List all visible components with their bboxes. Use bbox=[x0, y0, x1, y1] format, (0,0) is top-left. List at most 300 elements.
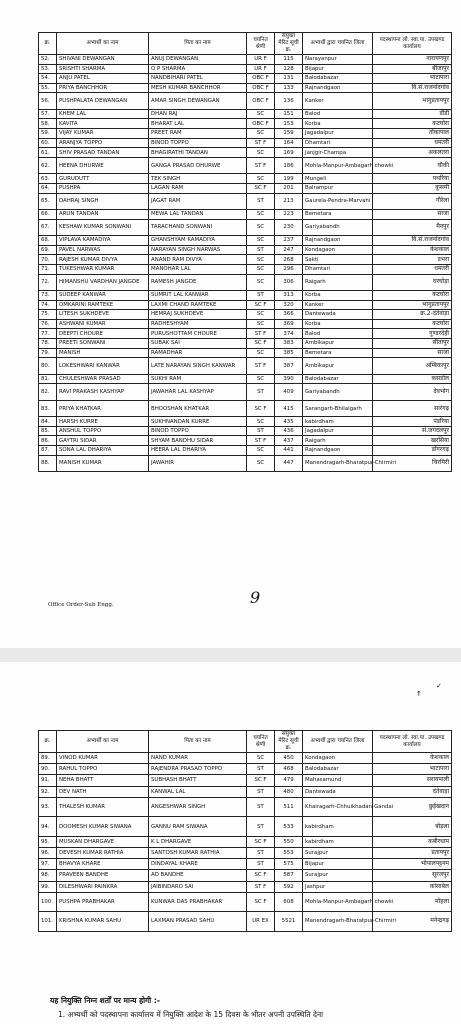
posting-office-cell: साजा bbox=[373, 348, 452, 358]
serial-cell: 97. bbox=[39, 859, 57, 870]
table-header-row bbox=[39, 33, 452, 55]
candidate-name-cell: DEVESH KUMAR RATHIA bbox=[57, 847, 149, 858]
serial-cell: 62. bbox=[39, 157, 57, 174]
candidate-name-cell: GURUDUTT bbox=[57, 174, 149, 184]
merit-rank-cell: 186 bbox=[275, 157, 303, 174]
father-name-cell: NARAYAN SINGH NARWAS bbox=[149, 245, 247, 255]
table-row bbox=[39, 291, 452, 301]
table-row bbox=[39, 870, 452, 881]
posting-office-cell: भोपालपट्टनम bbox=[373, 859, 452, 870]
category-cell: UR F bbox=[247, 55, 275, 65]
table-row bbox=[39, 255, 452, 265]
candidate-name-cell: PRIYA BANCHHOR bbox=[57, 83, 149, 93]
candidate-name-cell: RAHUL TOPPO bbox=[57, 764, 149, 775]
table-row bbox=[39, 817, 452, 837]
category-cell: UR EX bbox=[247, 912, 275, 932]
header-category: चयनित श्रेणी bbox=[247, 33, 275, 55]
candidate-name-cell: RAVI PRAKASH KASHYAP bbox=[57, 384, 149, 401]
candidate-name-cell: MANISH KUMAR bbox=[57, 455, 149, 472]
serial-cell: 87. bbox=[39, 446, 57, 456]
serial-cell: 100. bbox=[39, 892, 57, 912]
posting-office-cell: मोहला bbox=[373, 892, 452, 912]
category-cell: ST bbox=[247, 847, 275, 858]
posting-office-cell: गौरेला bbox=[373, 193, 452, 210]
serial-cell: 81. bbox=[39, 374, 57, 384]
table-row bbox=[39, 847, 452, 858]
posting-office-cell: चौकी bbox=[373, 157, 452, 174]
merit-rank-cell: 151 bbox=[275, 109, 303, 119]
category-cell: UR F bbox=[247, 64, 275, 74]
posting-office-cell: मनेन्द्रगढ़ bbox=[373, 912, 452, 932]
posting-office-cell: सारंगढ़ bbox=[373, 400, 452, 417]
table-row bbox=[39, 219, 452, 236]
table-row bbox=[39, 775, 452, 786]
merit-rank-cell: 223 bbox=[275, 210, 303, 220]
father-name-cell: SUKHNANDAN KURRE bbox=[149, 417, 247, 427]
merit-rank-cell: 533 bbox=[275, 817, 303, 837]
district-cell: Dhamtari bbox=[303, 264, 373, 274]
posting-office-cell: घरघोड़ा bbox=[373, 274, 452, 291]
merit-rank-cell: 230 bbox=[275, 219, 303, 236]
posting-office-cell: दंतेवाड़ा bbox=[373, 786, 452, 797]
serial-cell: 92. bbox=[39, 786, 57, 797]
merit-rank-cell: 441 bbox=[275, 446, 303, 456]
serial-cell: 98. bbox=[39, 870, 57, 881]
table-row bbox=[39, 310, 452, 320]
header-posting-office: पदस्थापना लो. स्वा.या. उपखण्ड कार्यालय bbox=[373, 33, 452, 55]
merit-rank-cell: 136 bbox=[275, 93, 303, 110]
merit-rank-cell: 313 bbox=[275, 291, 303, 301]
table-row bbox=[39, 786, 452, 797]
table-row bbox=[39, 436, 452, 446]
merit-rank-cell: 247 bbox=[275, 245, 303, 255]
serial-cell: 53. bbox=[39, 64, 57, 74]
father-name-cell: HEMRAJ SUKHDEVE bbox=[149, 310, 247, 320]
merit-rank-cell: 201 bbox=[275, 183, 303, 193]
father-name-cell: RAJENDRA PRASAD TOPPO bbox=[149, 764, 247, 775]
candidate-name-cell: MANISH bbox=[57, 348, 149, 358]
father-name-cell: O P SHARMA bbox=[149, 64, 247, 74]
district-cell: Jagadalpur bbox=[303, 426, 373, 436]
serial-cell: 95. bbox=[39, 836, 57, 847]
father-name-cell: NANDBIHARI PATEL bbox=[149, 74, 247, 84]
serial-cell: 59. bbox=[39, 129, 57, 139]
merit-rank-cell: 5521 bbox=[275, 912, 303, 932]
posting-office-cell: कबीरधाम bbox=[373, 836, 452, 847]
posting-office-cell: पंडरिया bbox=[373, 417, 452, 427]
table-row bbox=[39, 157, 452, 174]
merit-rank-cell: 390 bbox=[275, 374, 303, 384]
posting-office-cell: साजा bbox=[373, 210, 452, 220]
merit-rank-cell: 213 bbox=[275, 193, 303, 210]
merit-rank-cell: 409 bbox=[275, 384, 303, 401]
district-cell: Balodabazar bbox=[303, 374, 373, 384]
table-row bbox=[39, 183, 452, 193]
district-cell: Rajnandgaon bbox=[303, 83, 373, 93]
father-name-cell: MESH KUMAR BANCHHOR bbox=[149, 83, 247, 93]
table-row bbox=[39, 836, 452, 847]
posting-office-cell: सं.जगदलपुर bbox=[373, 426, 452, 436]
header-category: चयनित श्रेणी bbox=[247, 731, 275, 753]
father-name-cell: BHOOSHAN KHATKAR bbox=[149, 400, 247, 417]
merit-rank-cell: 374 bbox=[275, 329, 303, 339]
district-cell: Dantewada bbox=[303, 310, 373, 320]
serial-cell: 63. bbox=[39, 174, 57, 184]
serial-cell: 78. bbox=[39, 338, 57, 348]
candidate-name-cell: MUSKAN DHARGAVE bbox=[57, 836, 149, 847]
table-row bbox=[39, 426, 452, 436]
serial-cell: 64. bbox=[39, 183, 57, 193]
table-row bbox=[39, 174, 452, 184]
posting-office-cell: सीतापुर bbox=[373, 338, 452, 348]
district-cell: Dhamtari bbox=[303, 138, 373, 148]
table-row bbox=[39, 319, 452, 329]
merit-rank-cell: 447 bbox=[275, 455, 303, 472]
merit-rank-cell: 575 bbox=[275, 859, 303, 870]
father-name-cell: LAXMAN PRASAD SAHU bbox=[149, 912, 247, 932]
district-cell: Narayanpur bbox=[303, 55, 373, 65]
serial-cell: 77. bbox=[39, 329, 57, 339]
category-cell: ST bbox=[247, 291, 275, 301]
candidate-name-cell: CHULESHWAR PRASAD bbox=[57, 374, 149, 384]
father-name-cell: RAMESH JANGDE bbox=[149, 274, 247, 291]
merit-rank-cell: 133 bbox=[275, 83, 303, 93]
father-name-cell: GANGA PRASAD DHURWE bbox=[149, 157, 247, 174]
candidate-name-cell: TUKESHWAR KUMAR bbox=[57, 264, 149, 274]
category-cell: SC bbox=[247, 348, 275, 358]
merit-rank-cell: 159 bbox=[275, 129, 303, 139]
candidate-name-cell: HIMANSHU VARDHAN JANGDE bbox=[57, 274, 149, 291]
serial-cell: 84. bbox=[39, 417, 57, 427]
posting-office-cell: क्र.2-दंतेवाड़ा bbox=[373, 310, 452, 320]
category-cell: SC bbox=[247, 274, 275, 291]
district-cell: Korba bbox=[303, 119, 373, 129]
table-row bbox=[39, 753, 452, 764]
district-cell: Surajpur bbox=[303, 847, 373, 858]
district-cell: Kondagaon bbox=[303, 753, 373, 764]
table-header-row bbox=[39, 731, 452, 753]
category-cell: ST bbox=[247, 859, 275, 870]
header-father-name: पिता का नाम bbox=[149, 731, 247, 753]
candidate-name-cell: HARSH KURRE bbox=[57, 417, 149, 427]
father-name-cell: GHANSHYAM KAMADIYA bbox=[149, 236, 247, 246]
merit-rank-cell: 237 bbox=[275, 236, 303, 246]
posting-office-cell: धमतरी bbox=[373, 138, 452, 148]
father-name-cell: AD BANDHE bbox=[149, 870, 247, 881]
father-name-cell: HEERA LAL DHARIYA bbox=[149, 446, 247, 456]
father-name-cell: ANUJ DEWANGAN bbox=[149, 55, 247, 65]
table-row bbox=[39, 55, 452, 65]
category-cell: SC F bbox=[247, 836, 275, 847]
conditions-title: यह नियुक्ति निम्न शर्तों पर मान्य होगी :- bbox=[50, 996, 160, 1005]
table-row bbox=[39, 329, 452, 339]
merit-rank-cell: 608 bbox=[275, 892, 303, 912]
serial-cell: 82. bbox=[39, 384, 57, 401]
serial-cell: 96. bbox=[39, 847, 57, 858]
category-cell: SC bbox=[247, 446, 275, 456]
category-cell: OBC F bbox=[247, 83, 275, 93]
serial-cell: 99. bbox=[39, 881, 57, 892]
table-row bbox=[39, 109, 452, 119]
table-row bbox=[39, 358, 452, 375]
category-cell: ST bbox=[247, 384, 275, 401]
category-cell: SC bbox=[247, 219, 275, 236]
district-cell: Khairagarh-Chhuikhadan-Gandai bbox=[303, 797, 373, 817]
office-order-footer: Office Order-Sub Engg. bbox=[48, 602, 114, 608]
posting-office-cell: डभरा bbox=[373, 255, 452, 265]
category-cell: OBC F bbox=[247, 74, 275, 84]
document-page-2 bbox=[0, 662, 461, 1024]
district-cell: kabirdham bbox=[303, 836, 373, 847]
merit-rank-cell: 385 bbox=[275, 348, 303, 358]
header-candidate-name: अभ्यर्थी का नाम bbox=[57, 731, 149, 753]
table-row bbox=[39, 417, 452, 427]
father-name-cell: SUKHI RAM bbox=[149, 374, 247, 384]
father-name-cell: NAND KUMAR bbox=[149, 753, 247, 764]
father-name-cell: SUBAK SAI bbox=[149, 338, 247, 348]
merit-rank-cell: 268 bbox=[275, 255, 303, 265]
category-cell: SC bbox=[247, 109, 275, 119]
posting-office-cell: मैनपुर bbox=[373, 219, 452, 236]
district-cell: Korba bbox=[303, 319, 373, 329]
appointment-table-page-1 bbox=[38, 32, 452, 472]
merit-rank-cell: 450 bbox=[275, 753, 303, 764]
father-name-cell: SHYAM BANDHU SIDAR bbox=[149, 436, 247, 446]
district-cell: Korba bbox=[303, 291, 373, 301]
serial-cell: 65. bbox=[39, 193, 57, 210]
father-name-cell: BINOD TOPPO bbox=[149, 426, 247, 436]
father-name-cell: TARACHAND SONWANI bbox=[149, 219, 247, 236]
page-separator bbox=[0, 648, 461, 662]
table-row bbox=[39, 764, 452, 775]
father-name-cell: DINDAYAL KHARE bbox=[149, 859, 247, 870]
table-row bbox=[39, 64, 452, 74]
category-cell: SC F bbox=[247, 338, 275, 348]
category-cell: ST bbox=[247, 193, 275, 210]
category-cell: ST bbox=[247, 786, 275, 797]
posting-office-cell: भानुप्रतापपुर bbox=[373, 93, 452, 110]
serial-cell: 74. bbox=[39, 300, 57, 310]
category-cell: SC bbox=[247, 417, 275, 427]
posting-office-cell: तोकापाल bbox=[373, 129, 452, 139]
district-cell: Janjgir-Champa bbox=[303, 148, 373, 158]
merit-rank-cell: 553 bbox=[275, 847, 303, 858]
posting-office-cell: डौंडी bbox=[373, 109, 452, 119]
table-row bbox=[39, 236, 452, 246]
category-cell: SC bbox=[247, 255, 275, 265]
district-cell: Gaurela-Pendra-Marvahi bbox=[303, 193, 373, 210]
district-cell: Gariyabandh bbox=[303, 219, 373, 236]
candidate-name-cell: PUSHPA PRABHAKAR bbox=[57, 892, 149, 912]
category-cell: SC F bbox=[247, 400, 275, 417]
merit-rank-cell: 115 bbox=[275, 55, 303, 65]
candidate-name-cell: DEEPTI CHOURE bbox=[57, 329, 149, 339]
candidate-name-cell: VINOD KUMAR bbox=[57, 753, 149, 764]
candidate-name-cell: ARUN TANDAN bbox=[57, 210, 149, 220]
posting-office-cell: बीजापुर bbox=[373, 64, 452, 74]
serial-cell: 57. bbox=[39, 109, 57, 119]
district-cell: Kanker bbox=[303, 300, 373, 310]
candidate-name-cell: SONA LAL DHARIYA bbox=[57, 446, 149, 456]
category-cell: ST bbox=[247, 426, 275, 436]
category-cell: SC bbox=[247, 148, 275, 158]
header-candidate-name: अभ्यर्थी का नाम bbox=[57, 33, 149, 55]
merit-rank-cell: 164 bbox=[275, 138, 303, 148]
posting-office-cell: वि.सं.राजनांदगांव bbox=[373, 236, 452, 246]
condition-item: 1. अभ्यर्थी को पदस्थापना कार्यालय में नियुक्ति आदेश के 15 दिवस के भीतर अपनी उपस्थिति देना bbox=[58, 1010, 324, 1019]
candidate-name-cell: LOKESHWARI KANWAR bbox=[57, 358, 149, 375]
district-cell: Manendragarh-Bharatpur-Chirmiri bbox=[303, 455, 373, 472]
serial-cell: 79. bbox=[39, 348, 57, 358]
header-serial: क्र. bbox=[39, 731, 57, 753]
candidate-name-cell: KESHAW KUMAR SONWANI bbox=[57, 219, 149, 236]
table-row bbox=[39, 264, 452, 274]
serial-cell: 86. bbox=[39, 436, 57, 446]
category-cell: SC bbox=[247, 129, 275, 139]
district-cell: kabirdham bbox=[303, 417, 373, 427]
table-row bbox=[39, 455, 452, 472]
table-row bbox=[39, 446, 452, 456]
category-cell: ST F bbox=[247, 329, 275, 339]
district-cell: Ambikapur bbox=[303, 338, 373, 348]
appointment-table-page-2 bbox=[38, 730, 452, 932]
father-name-cell: SANTOSH KUMAR RATHIA bbox=[149, 847, 247, 858]
district-cell: Mungeli bbox=[303, 174, 373, 184]
candidate-name-cell: KAVITA bbox=[57, 119, 149, 129]
category-cell: SC bbox=[247, 210, 275, 220]
posting-office-cell: सूरजपुर bbox=[373, 870, 452, 881]
father-name-cell: TEK SINGH bbox=[149, 174, 247, 184]
serial-cell: 75. bbox=[39, 310, 57, 320]
merit-rank-cell: 131 bbox=[275, 74, 303, 84]
father-name-cell: LAGAN RAM bbox=[149, 183, 247, 193]
father-name-cell: BINOD TOPPO bbox=[149, 138, 247, 148]
table-row bbox=[39, 148, 452, 158]
merit-rank-cell: 435 bbox=[275, 417, 303, 427]
merit-rank-cell: 592 bbox=[275, 881, 303, 892]
candidate-name-cell: PUSHPA bbox=[57, 183, 149, 193]
district-cell: Dantewada bbox=[303, 786, 373, 797]
father-name-cell: PREET RAM bbox=[149, 129, 247, 139]
header-posting-office: पदस्थापना लो. स्वा.या. उपखण्ड कार्यालय bbox=[373, 731, 452, 753]
category-cell: SC F bbox=[247, 183, 275, 193]
district-cell: Rajnandgaon bbox=[303, 446, 373, 456]
posting-office-cell: डोंगरगढ़ bbox=[373, 446, 452, 456]
district-cell: Surajpur bbox=[303, 870, 373, 881]
posting-office-cell: कटघोरा bbox=[373, 291, 452, 301]
category-cell: SC F bbox=[247, 892, 275, 912]
father-name-cell: RADHESHYAM bbox=[149, 319, 247, 329]
table-row bbox=[39, 384, 452, 401]
table-row bbox=[39, 400, 452, 417]
category-cell: SC bbox=[247, 455, 275, 472]
category-cell: SC bbox=[247, 319, 275, 329]
father-name-cell: RAMADHAR bbox=[149, 348, 247, 358]
district-cell: Sarangarh-Bhilaigarh bbox=[303, 400, 373, 417]
posting-office-cell: खरसिया bbox=[373, 436, 452, 446]
serial-cell: 91. bbox=[39, 775, 57, 786]
candidate-name-cell: ANJU PATEL bbox=[57, 74, 149, 84]
district-cell: Mahasamund bbox=[303, 775, 373, 786]
posting-office-cell: कटघोरा bbox=[373, 119, 452, 129]
serial-cell: 55. bbox=[39, 83, 57, 93]
candidate-name-cell: ANSHUL TOPPO bbox=[57, 426, 149, 436]
posting-office-cell: वि.सं.राजनांदगांव bbox=[373, 83, 452, 93]
district-cell: Bijapur bbox=[303, 859, 373, 870]
candidate-name-cell: PRIYA KHATKAR bbox=[57, 400, 149, 417]
merit-rank-cell: 128 bbox=[275, 64, 303, 74]
father-name-cell: GANNU RAM SIWANA bbox=[149, 817, 247, 837]
category-cell: SC bbox=[247, 753, 275, 764]
father-name-cell: K L DHARGAVE bbox=[149, 836, 247, 847]
district-cell: Balod bbox=[303, 329, 373, 339]
posting-office-cell: गुण्डरदेही bbox=[373, 329, 452, 339]
candidate-name-cell: BHAVYA KHARE bbox=[57, 859, 149, 870]
candidate-name-cell: DEV NATH bbox=[57, 786, 149, 797]
candidate-name-cell: PREETI SONWANI bbox=[57, 338, 149, 348]
candidate-name-cell: NEHA BHATT bbox=[57, 775, 149, 786]
table-row bbox=[39, 210, 452, 220]
table-row bbox=[39, 193, 452, 210]
category-cell: ST bbox=[247, 764, 275, 775]
serial-cell: 101. bbox=[39, 912, 57, 932]
header-merit-rank: संयुक्त मेरिट सूची क्र. bbox=[275, 33, 303, 55]
district-cell: Jashpur bbox=[303, 881, 373, 892]
district-cell: Mohla-Manpur-Ambagarh chowki bbox=[303, 892, 373, 912]
table-row bbox=[39, 912, 452, 932]
posting-office-cell: भानुप्रतापपुर bbox=[373, 300, 452, 310]
father-name-cell: KANWAL LAL bbox=[149, 786, 247, 797]
posting-office-cell: छुईखदान bbox=[373, 797, 452, 817]
candidate-name-cell: PAVEL NARWAS bbox=[57, 245, 149, 255]
category-cell: SC F bbox=[247, 775, 275, 786]
category-cell: ST bbox=[247, 797, 275, 817]
serial-cell: 56. bbox=[39, 93, 57, 110]
father-name-cell: LAXMI CHAND RAMTEKE bbox=[149, 300, 247, 310]
serial-cell: 93. bbox=[39, 797, 57, 817]
merit-rank-cell: 511 bbox=[275, 797, 303, 817]
candidate-name-cell: PUSHPALATA DEWANGAN bbox=[57, 93, 149, 110]
table-row bbox=[39, 245, 452, 255]
table-row bbox=[39, 892, 452, 912]
posting-office-cell: भाटापारा bbox=[373, 764, 452, 775]
district-cell: Kondagaon bbox=[303, 245, 373, 255]
district-cell: Gariyabandh bbox=[303, 384, 373, 401]
merit-rank-cell: 383 bbox=[275, 338, 303, 348]
candidate-name-cell: GAYTRI SIDAR bbox=[57, 436, 149, 446]
father-name-cell: KUNWAR DAS PRABHAKAR bbox=[149, 892, 247, 912]
candidate-name-cell: HEENA DHURWE bbox=[57, 157, 149, 174]
table-row bbox=[39, 138, 452, 148]
merit-rank-cell: 320 bbox=[275, 300, 303, 310]
table-row bbox=[39, 859, 452, 870]
category-cell: SC bbox=[247, 264, 275, 274]
category-cell: OBC F bbox=[247, 93, 275, 110]
serial-cell: 88. bbox=[39, 455, 57, 472]
district-cell: Sakti bbox=[303, 255, 373, 265]
candidate-name-cell: THALESH KUMAR bbox=[57, 797, 149, 817]
table-row bbox=[39, 374, 452, 384]
category-cell: ST F bbox=[247, 881, 275, 892]
district-cell: Bemetara bbox=[303, 210, 373, 220]
category-cell: ST bbox=[247, 245, 275, 255]
candidate-name-cell: VIPLAVA KAMADIYA bbox=[57, 236, 149, 246]
category-cell: ST F bbox=[247, 436, 275, 446]
father-name-cell: AMAR SINGH DEWANGAN bbox=[149, 93, 247, 110]
serial-cell: 90. bbox=[39, 764, 57, 775]
serial-cell: 54. bbox=[39, 74, 57, 84]
category-cell: ST F bbox=[247, 358, 275, 375]
